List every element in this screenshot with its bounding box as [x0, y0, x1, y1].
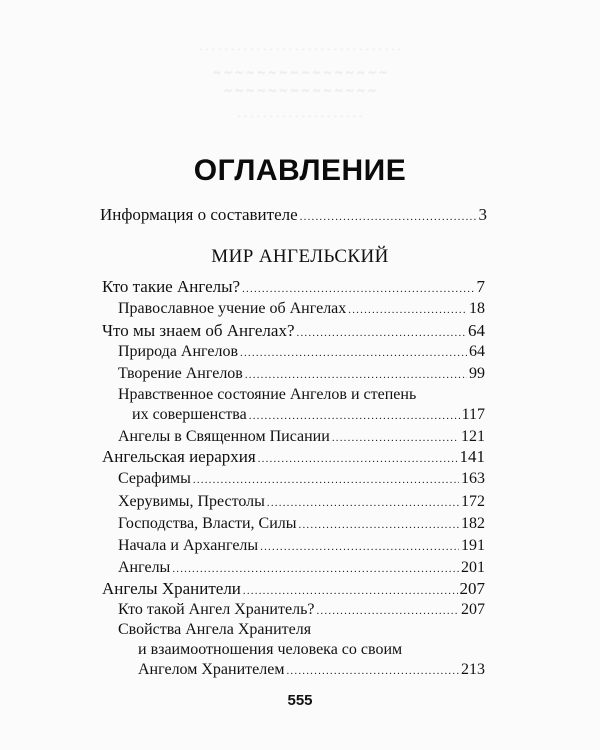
toc-entry-label: Природа Ангелов — [118, 343, 239, 360]
dot-leader — [316, 601, 459, 621]
dot-leader — [245, 365, 467, 385]
toc-entry-page: 18 — [469, 300, 485, 317]
dot-leader — [299, 515, 459, 535]
toc-entry[interactable] — [102, 277, 485, 299]
toc-entry[interactable] — [118, 600, 485, 621]
bleed-through-text-4: · · · · · · · · · · · · · · · · · · · · — [237, 111, 363, 123]
toc-entry[interactable] — [132, 405, 485, 426]
toc-entry-page: 117 — [461, 406, 485, 423]
toc-entry-label: Православное учение об Ангелах — [118, 300, 347, 317]
toc-entry-page: 99 — [469, 365, 485, 382]
toc-entry-page: 207 — [459, 579, 485, 598]
toc-entry-page: 64 — [468, 321, 485, 340]
toc-entry-multiline-first[interactable]: Свойства Ангела Хранителя — [118, 621, 312, 638]
dot-leader — [258, 449, 458, 469]
toc-entry-multiline-first[interactable]: Нравственное состояние Ангелов и степень — [118, 386, 417, 403]
toc-entry-label: Ангелы в Священном Писании — [118, 428, 330, 445]
toc-entry[interactable] — [118, 364, 485, 385]
bleed-through-text-3: ~ ~ ~ ~ ~ ~ ~ ~ ~ ~ ~ ~ ~ ~ — [224, 84, 376, 99]
toc-entry[interactable] — [102, 321, 485, 343]
toc-entry-page: 172 — [461, 493, 485, 510]
toc-entry[interactable] — [102, 579, 485, 601]
dot-leader — [300, 207, 477, 227]
page-number: 555 — [287, 692, 313, 709]
toc-entry-page: 191 — [461, 537, 485, 554]
toc-entry-page: 201 — [461, 559, 485, 576]
toc-entry[interactable] — [138, 660, 485, 681]
dot-leader — [348, 300, 467, 320]
toc-entry[interactable] — [118, 299, 485, 320]
toc-entry[interactable] — [118, 558, 485, 579]
toc-entry-label: Что мы знаем об Ангелах? — [102, 321, 295, 340]
toc-entry-intro[interactable] — [100, 205, 487, 227]
toc-entry-multiline-second[interactable]: и взаимоотношения человека со своим — [138, 641, 403, 658]
toc-entry-label: Творение Ангелов — [118, 365, 243, 382]
toc-entry-label: Начала и Архангелы — [118, 537, 259, 554]
toc-entry-page: 207 — [461, 601, 485, 618]
dot-leader — [332, 428, 459, 448]
toc-entry-page: 121 — [461, 428, 485, 445]
toc-entry-label: Ангелом Хранителем — [138, 661, 285, 678]
toc-entry-page: 141 — [459, 447, 485, 466]
dot-leader — [297, 323, 467, 343]
toc-entry-page: 64 — [469, 343, 485, 360]
toc-entry-label: Ангельская иерархия — [102, 447, 256, 466]
toc-entry-label: Ангелы Хранители — [102, 579, 241, 598]
bleed-through-text-1: · · · · · · · · · · · · · · · · · · · · · · · · · · · · · · · · — [198, 44, 402, 56]
dot-leader — [267, 493, 459, 513]
dot-leader — [193, 470, 459, 490]
toc-entry[interactable] — [118, 536, 485, 557]
toc-entry-page: 7 — [476, 277, 485, 296]
bleed-through-text-2: ~ ~ ~ ~ ~ ~ ~ ~ ~ ~ ~ ~ ~ ~ ~ ~ — [213, 66, 387, 81]
toc-entry[interactable] — [102, 447, 485, 469]
dot-leader — [242, 279, 474, 299]
toc-entry[interactable] — [118, 514, 485, 535]
toc-entry-label: Господства, Власти, Силы — [118, 515, 297, 532]
toc-entry-label: Кто такие Ангелы? — [102, 277, 241, 296]
section-heading: МИР АНГЕЛЬСКИЙ — [211, 246, 389, 267]
toc-entry-page: 182 — [461, 515, 485, 532]
toc-entry[interactable] — [118, 469, 485, 490]
toc-entry-page: 213 — [461, 661, 485, 678]
dot-leader — [286, 661, 459, 681]
toc-entry[interactable] — [118, 492, 485, 513]
dot-leader — [243, 581, 458, 601]
dot-leader — [240, 343, 467, 363]
toc-entry-label: Информация о составителе — [100, 205, 298, 224]
page-title: ОГЛАВЛЕНИЕ — [193, 154, 407, 187]
dot-leader — [172, 559, 459, 579]
toc-entry-label: Херувимы, Престолы — [118, 493, 265, 510]
dot-leader — [260, 537, 459, 557]
dot-leader — [249, 406, 460, 426]
toc-entry[interactable] — [118, 342, 485, 363]
toc-entry[interactable] — [118, 427, 485, 448]
toc-entry-page: 3 — [478, 205, 487, 224]
toc-entry-label: Серафимы — [118, 470, 191, 487]
toc-entry-label: Ангелы — [118, 559, 171, 576]
toc-entry-label: их совершенства — [132, 406, 247, 423]
toc-entry-label: Кто такой Ангел Хранитель? — [118, 601, 315, 618]
toc-entry-page: 163 — [461, 470, 485, 487]
